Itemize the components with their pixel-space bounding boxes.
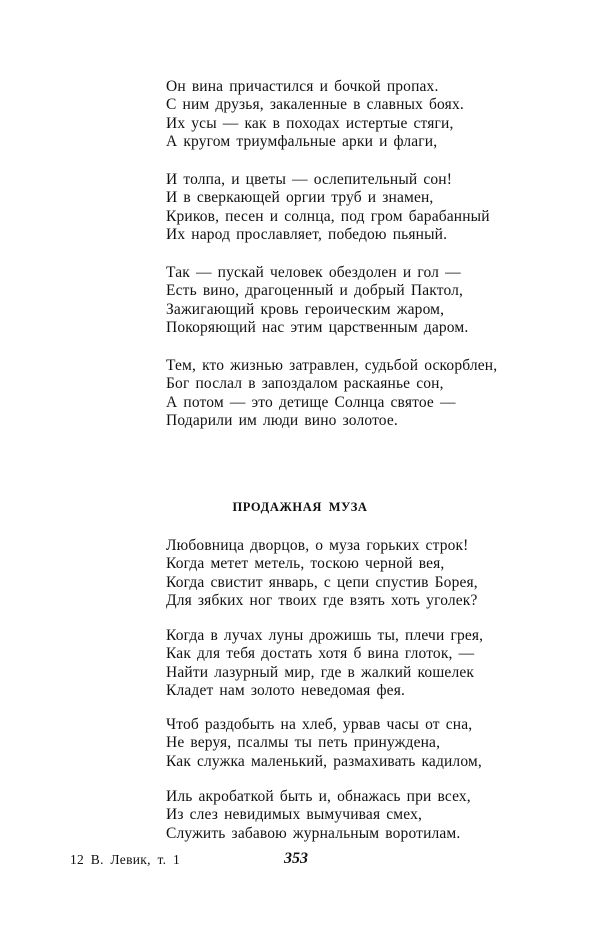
poem1-stanza-3 bbox=[166, 264, 468, 338]
verse-line: Из слез невидимых вымучивая смех, bbox=[166, 806, 423, 824]
verse-line: И толпа, и цветы — ослепительный сон! bbox=[166, 171, 453, 188]
verse-line: Как служка маленький, размахивать кадилом, bbox=[166, 752, 482, 770]
verse-line: Как для тебя достать хотя б вина глоток, — bbox=[166, 645, 475, 663]
verse-line: Чтоб раздобыть на хлеб, урвав часы от сна, bbox=[166, 716, 473, 733]
poem2-stanza-1 bbox=[166, 537, 478, 611]
poem2-stanza-4 bbox=[166, 788, 471, 843]
printer-signature: 12 В. Левик, т. 1 bbox=[70, 852, 181, 867]
page-number: 353 bbox=[284, 850, 308, 867]
verse-line: Подарили им люди вино золотое. bbox=[166, 412, 398, 430]
verse-line: Покоряющий нас этим царственным даром. bbox=[166, 319, 469, 337]
verse-line: Любовница дворцов, о муза горьких строк! bbox=[166, 537, 469, 554]
verse-line: Бог послал в запоздалом раскаянье сон, bbox=[166, 375, 444, 393]
poem2-stanza-2 bbox=[166, 627, 483, 701]
verse-line: Когда метет метель, тоскою черной вея, bbox=[166, 555, 445, 573]
verse-line: Зажигающий кровь героическим жаром, bbox=[166, 300, 445, 318]
verse-line: Найти лазурный мир, где в жалкий кошелек bbox=[166, 663, 475, 681]
verse-line: Их усы — как в походах истертые стяги, bbox=[166, 114, 454, 132]
poem1-stanza-1 bbox=[166, 78, 464, 152]
verse-line: Для зябких ног твоих где взять хоть уголек? bbox=[166, 592, 478, 610]
poem-title: ПРОДАЖНАЯ МУЗА bbox=[232, 500, 368, 514]
verse-line: Их народ прославляет, победою пьяный. bbox=[166, 226, 448, 244]
verse-line: А кругом триумфальные арки и флаги, bbox=[166, 133, 438, 151]
verse-line: И в сверкающей оргии труб и знамен, bbox=[166, 189, 434, 207]
verse-line: Кладет нам золото неведомая фея. bbox=[166, 682, 406, 700]
poem1-stanza-4 bbox=[166, 357, 497, 431]
poem2-stanza-3 bbox=[166, 716, 482, 771]
verse-line: Служить забавою журнальным воротилам. bbox=[166, 824, 461, 842]
verse-line: Тем, кто жизнью затравлен, судьбой оскорблен, bbox=[166, 357, 498, 374]
verse-line: Есть вино, драгоценный и добрый Пактол, bbox=[166, 282, 464, 300]
verse-line: С ним друзья, закаленные в славных боях. bbox=[166, 96, 464, 114]
verse-line: Он вина причастился и бочкой пропах. bbox=[166, 78, 439, 95]
verse-line: Иль акробаткой быть и, обнажась при всех, bbox=[166, 788, 471, 805]
verse-line: А потом — это детище Солнца святое — bbox=[166, 393, 456, 411]
verse-line: Криков, песен и солнца, под гром барабанный bbox=[166, 207, 490, 225]
verse-line: Так — пускай человек обездолен и гол — bbox=[166, 264, 461, 281]
verse-line: Когда в лучах луны дрожишь ты, плечи грея, bbox=[166, 627, 484, 644]
verse-line: Не веруя, псалмы ты петь принуждена, bbox=[166, 734, 441, 752]
verse-line: Когда свистит январь, с цепи спустив Борея, bbox=[166, 573, 478, 591]
poem1-stanza-2 bbox=[166, 171, 490, 245]
